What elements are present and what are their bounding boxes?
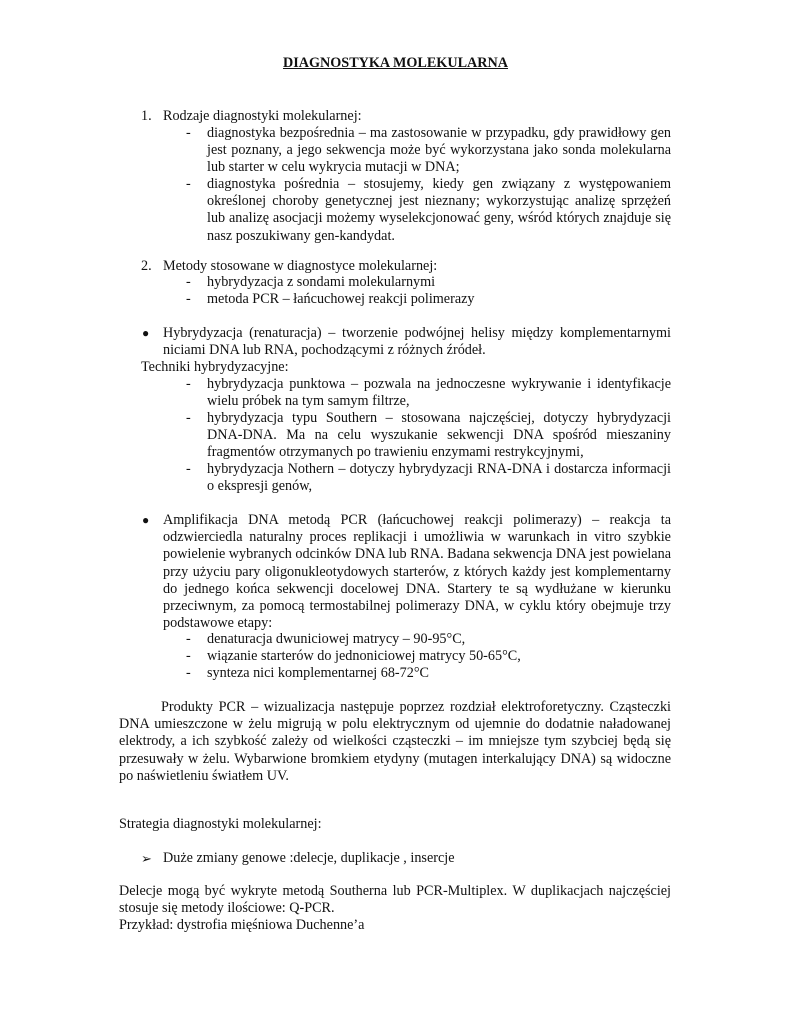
list-item: diagnostyka pośrednia – stosujemy, kiedy gen związany z występowaniem określonej choroby genetycznej jest nieznany; wykorzystując analizę sprzężeń lub analizę asocjacji możemy wyselekcjonować geny, wśród których znajduje się nasz poszukiwany gen-kandydat. bbox=[207, 176, 671, 244]
example-line: Przykład: dystrofia mięśniowa Duchenne’a bbox=[119, 917, 365, 933]
strategy-item: Duże zmiany genowe :delecje, duplikacje , insercje bbox=[163, 850, 455, 866]
list-item: metoda PCR – łańcuchowej reakcji polimerazy bbox=[207, 291, 475, 307]
pcr-step: synteza nici komplementarnej 68-72°C bbox=[207, 665, 429, 681]
pcr-paragraph: Amplifikacja DNA metodą PCR (łańcuchowej reakcji polimerazy) – reakcja ta odzwierciedla naturalny proces replikacji i umożliwia w warunkach in vitro szybkie powielenie wybranych odcinków DNA lub RNA. Badana sekwencja DNA jest powielana przy użyciu pary oligonukleotydowych starterów, z których każdy jest komplementarny do jednego końca sekwencji docelowej DNA. Startery te są wydłużane w kierunku przeciwnym, za pomocą termostabilnej polimerazy DNA, w cyklu który obejmuje trzy podstawowe etapy: bbox=[163, 512, 671, 632]
section-1-heading: Rodzaje diagnostyki molekularnej: bbox=[163, 108, 362, 124]
list-item: hybrydyzacja Nothern – dotyczy hybrydyzacji RNA-DNA i dostarcza informacji o ekspresji genów, bbox=[207, 461, 671, 495]
strategy-heading: Strategia diagnostyki molekularnej: bbox=[119, 816, 322, 832]
dash-marker: - bbox=[186, 461, 191, 477]
list-item: hybrydyzacja punktowa – pozwala na jednoczesne wykrywanie i identyfikacje wielu próbek na tym samym filtrze, bbox=[207, 376, 671, 410]
arrow-bullet-icon: ➢ bbox=[141, 851, 152, 866]
list-item: hybrydyzacja z sondami molekularnymi bbox=[207, 274, 436, 290]
bullet-marker: ● bbox=[142, 326, 150, 340]
hybridization-paragraph: Hybrydyzacja (renaturacja) – tworzenie podwójnej helisy między komplementarnymi niciami DNA lub RNA, pochodzącymi z różnych źródeł. bbox=[163, 325, 671, 359]
dash-marker: - bbox=[186, 376, 191, 392]
list-item: diagnostyka bezpośrednia – ma zastosowanie w przypadku, gdy prawidłowy gen jest poznany, a jego sekwencja może być wykorzystana jako sonda molekularna lub starter w celu wykrycia mutacji w DNA; bbox=[207, 125, 671, 176]
techniques-heading: Techniki hybrydyzacyjne: bbox=[141, 359, 289, 375]
pcr-step: wiązanie starterów do jednoniciowej matrycy 50-65°C, bbox=[207, 648, 521, 664]
dash-marker: - bbox=[186, 410, 191, 426]
section-2-number: 2. bbox=[141, 258, 152, 274]
section-1-number: 1. bbox=[141, 108, 152, 124]
dash-marker: - bbox=[186, 291, 191, 307]
deletions-paragraph: Delecje mogą być wykryte metodą Southerna lub PCR-Multiplex. W duplikacjach najczęściej stosuje się metody ilościowe: Q-PCR. bbox=[119, 883, 671, 917]
dash-marker: - bbox=[186, 274, 191, 290]
dash-marker: - bbox=[186, 631, 191, 647]
section-2-heading: Metody stosowane w diagnostyce molekularnej: bbox=[163, 258, 438, 274]
dash-marker: - bbox=[186, 176, 191, 192]
dash-marker: - bbox=[186, 665, 191, 681]
products-paragraph: Produkty PCR – wizualizacja następuje poprzez rozdział elektroforetyczny. Cząsteczki DNA umieszczone w żelu migrują w polu elektrycznym od ujemnie do dodatnie naładowanej elektrody, a ich szybkość zależy od wielkości cząsteczki – im mniejsze tym szybciej będą się przesuwały w żelu. Wybarwione bromkiem etydyny (mutagen interkalujący DNA) są widoczne po naświetleniu światłem UV. bbox=[119, 699, 671, 784]
pcr-step: denaturacja dwuniciowej matrycy – 90-95°C, bbox=[207, 631, 466, 647]
list-item: hybrydyzacja typu Southern – stosowana najczęściej, dotyczy hybrydyzacji DNA-DNA. Ma na celu wyszukanie sekwencji DNA spośród mieszaniny fragmentów otrzymanych po trawieniu enzymami restrykcyjnymi, bbox=[207, 410, 671, 461]
bullet-marker: ● bbox=[142, 513, 150, 527]
page-title: DIAGNOSTYKA MOLEKULARNA bbox=[282, 55, 509, 71]
dash-marker: - bbox=[186, 125, 191, 141]
dash-marker: - bbox=[186, 648, 191, 664]
